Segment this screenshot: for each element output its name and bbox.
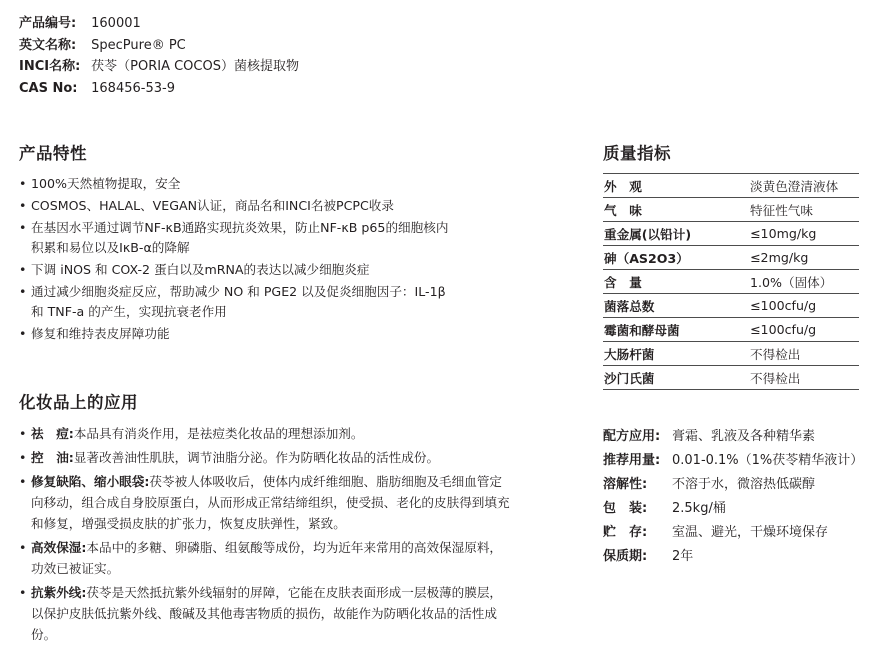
- table-row: [603, 246, 859, 270]
- feature-item: • 100%天然植物提取，安全: [19, 174, 459, 194]
- quality-value: ≤100cfu/g: [749, 318, 859, 342]
- application-item: [19, 447, 514, 468]
- usage-row: [603, 473, 863, 497]
- feature-item: • 修复和维持表皮屏障功能: [19, 324, 459, 344]
- features-section: [19, 140, 459, 346]
- quality-name: 砷（AS2O3）: [603, 246, 749, 270]
- quality-name: 气 味: [603, 198, 749, 222]
- quality-value: ≤100cfu/g: [749, 294, 859, 318]
- usage-row: [603, 449, 863, 473]
- inci-name-row: [19, 56, 299, 78]
- feature-item: • 在基因水平通过调节NF-κB通路实现抗炎效果，防止NF-κB p65的细胞核内积累和易位以及IκB-α的降解: [19, 218, 459, 258]
- product-code-label: 产品编号:: [19, 16, 77, 31]
- application-label: 抗紫外线:: [31, 585, 87, 600]
- usage-value: 0.01-0.1%（1%茯苓精华液计）: [672, 453, 864, 468]
- application-label: 修复缺陷、缩小眼袋:: [31, 474, 150, 489]
- application-label: 高效保湿:: [31, 540, 87, 555]
- quality-name: 沙门氏菌: [603, 366, 749, 390]
- quality-value: 淡黄色澄清液体: [749, 174, 859, 198]
- usage-section: [603, 425, 863, 569]
- application-label: 控 油:: [31, 450, 74, 465]
- features-title: 产品特性: [19, 144, 87, 163]
- usage-row: [603, 497, 863, 521]
- quality-value: 1.0%（固体）: [749, 270, 859, 294]
- table-row: [603, 342, 859, 366]
- quality-value: ≤2mg/kg: [749, 246, 859, 270]
- cas-no-row: [19, 78, 299, 100]
- applications-list: [19, 423, 514, 645]
- usage-value: 不溶于水，微溶热低碳醇: [672, 477, 816, 492]
- usage-label: 推荐用量:: [603, 453, 661, 468]
- quality-name: 大肠杆菌: [603, 342, 749, 366]
- quality-table: [603, 173, 859, 390]
- usage-value: 室温、避光，干燥环境保存: [672, 525, 829, 540]
- product-code-row: [19, 13, 299, 35]
- inci-name-value: 茯苓（PORIA COCOS）菌核提取物: [91, 59, 299, 74]
- quality-section: [603, 140, 859, 390]
- cas-no-value: 168456-53-9: [91, 80, 175, 96]
- usage-value: 2.5kg/桶: [672, 501, 726, 516]
- table-row: [603, 222, 859, 246]
- feature-item: • 下调 iNOS 和 COX-2 蛋白以及mRNA的表达以减少细胞炎症: [19, 260, 459, 280]
- feature-item: • 通过减少细胞炎症反应，帮助减少 NO 和 PGE2 以及促炎细胞因子：IL-1β 和 TNF-a 的产生，实现抗衰老作用: [19, 282, 459, 322]
- usage-label: 保质期:: [603, 549, 648, 564]
- applications-title: 化妆品上的应用: [19, 393, 138, 412]
- quality-title: 质量指标: [603, 144, 671, 163]
- application-text: 本品具有消炎作用，是祛痘类化妆品的理想添加剂。: [73, 426, 364, 441]
- application-item: [19, 582, 514, 645]
- quality-name: 菌落总数: [603, 294, 749, 318]
- product-info: [19, 13, 299, 99]
- quality-name: 含 量: [603, 270, 749, 294]
- usage-label: 溶解性:: [603, 477, 648, 492]
- table-row: [603, 270, 859, 294]
- application-text: 茯苓是天然抵抗紫外线辐射的屏障，它能在皮肤表面形成一层极薄的膜层，以保护皮肤低抗紫外线、酸碱及其他毒害物质的损伤，故能作为防晒化妆品的活性成份。: [31, 585, 503, 642]
- quality-name: 重金属(以铅计): [603, 222, 749, 246]
- cas-no-label: CAS No:: [19, 80, 78, 96]
- usage-row: [603, 425, 863, 449]
- english-name-value: SpecPure® PC: [91, 37, 186, 53]
- quality-value: 不得检出: [749, 342, 859, 366]
- usage-label: 包 装:: [603, 501, 648, 516]
- application-item: [19, 423, 514, 444]
- application-text: 茯苓被人体吸收后，使体内成纤维细胞、脂肪细胞及毛细血管定向移动，组合成自身胶原蛋白，从而形成正常结缔组织，使受损、老化的皮肤得到填充和修复，增强受损皮肤的扩张力，恢复皮肤弹性，紧致。: [31, 474, 510, 531]
- table-row: [603, 198, 859, 222]
- quality-value: 特征性气味: [749, 198, 859, 222]
- table-row: [603, 294, 859, 318]
- english-name-row: [19, 35, 299, 57]
- features-list: [19, 174, 459, 344]
- quality-value: 不得检出: [749, 366, 859, 390]
- feature-item: • COSMOS、HALAL、VEGAN认证，商品名和INCI名被PCPC收录: [19, 196, 459, 216]
- usage-value: 2年: [672, 549, 694, 564]
- application-label: 祛 痘:: [31, 426, 74, 441]
- product-code-value: 160001: [91, 16, 141, 31]
- quality-name: 外 观: [603, 174, 749, 198]
- usage-row: [603, 545, 863, 569]
- english-name-label: 英文名称:: [19, 37, 77, 53]
- application-item: [19, 537, 514, 579]
- quality-name: 霉菌和酵母菌: [603, 318, 749, 342]
- application-text: 显著改善油性肌肤，调节油脂分泌。作为防晒化妆品的活性成份。: [73, 450, 440, 465]
- applications-section: [19, 389, 514, 648]
- quality-value: ≤10mg/kg: [749, 222, 859, 246]
- table-row: [603, 174, 859, 198]
- inci-name-label: INCI名称:: [19, 59, 81, 74]
- application-text: 本品中的多糖、卵磷脂、组氨酸等成份，均为近年来常用的高效保湿原料，功效已被证实。: [31, 540, 503, 576]
- application-item: [19, 471, 514, 534]
- usage-label: 配方应用:: [603, 429, 661, 444]
- table-row: [603, 366, 859, 390]
- usage-label: 贮 存:: [603, 525, 648, 540]
- usage-row: [603, 521, 863, 545]
- usage-value: 膏霜、乳液及各种精华素: [672, 429, 816, 444]
- table-row: [603, 318, 859, 342]
